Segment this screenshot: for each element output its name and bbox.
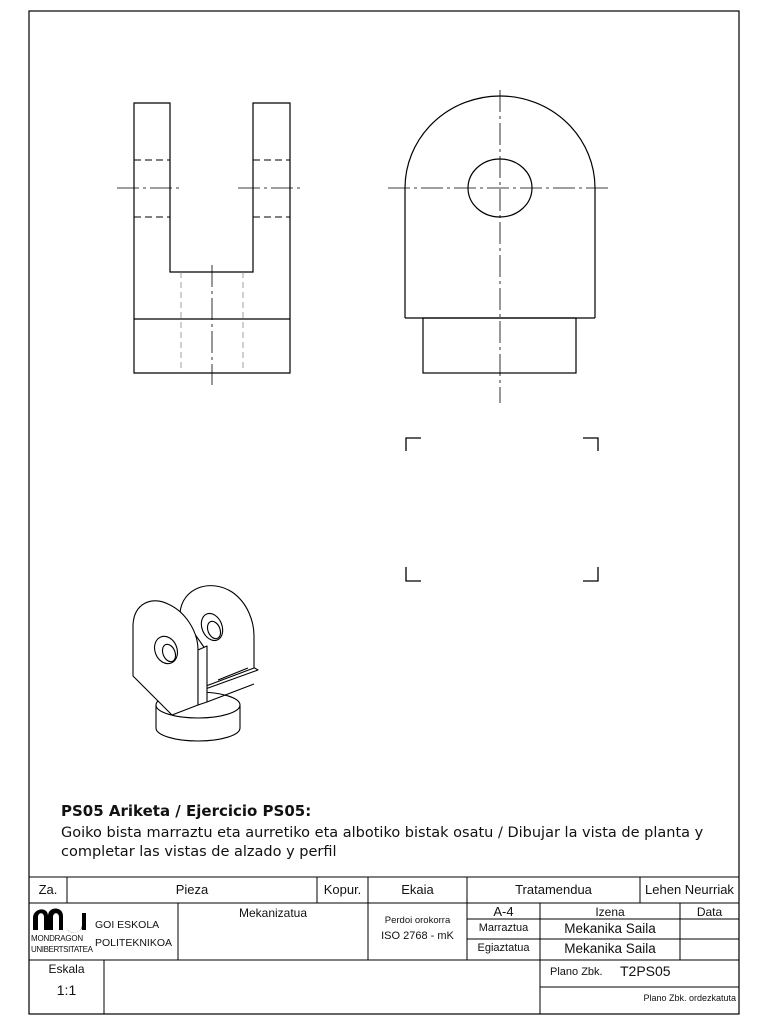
egiaztatua-value: Mekanika Saila (564, 941, 656, 956)
top-view-frame (406, 438, 598, 581)
header-ekaia: Ekaia (401, 882, 434, 897)
mekanizatua-label: Mekanizatua (238, 906, 308, 920)
isometric-view (133, 586, 258, 741)
exercise-line-1: Goiko bista marraztu eta aurretiko eta albotiko bistak osatu / Dibujar la vista de planta y (61, 825, 704, 841)
plano-value: T2PS05 (620, 963, 671, 979)
marraztua-value: Mekanika Saila (564, 921, 656, 936)
university-name-line-2: UNIBERTSITATEA (31, 945, 93, 954)
exercise-description (61, 824, 721, 862)
tolerance-label: Perdoi orokorra (384, 915, 451, 926)
school-name-line-1: GOI ESKOLA (95, 919, 160, 931)
header-lehen-neurriak: Lehen Neurriak (645, 882, 734, 897)
tolerance-standard: ISO 2768 - mK (381, 930, 454, 942)
exercise-line-2: completar las vistas de alzado y perfil (61, 844, 337, 860)
header-za: Za. (38, 882, 58, 897)
mondragon-logo (33, 909, 86, 933)
format-value: A-4 (493, 904, 514, 919)
plano-ordezkatuta-label: Plano Zbk. ordezkatuta (643, 993, 736, 1003)
school-name-line-2: POLITEKNIKOA (95, 937, 173, 949)
front-view (117, 103, 304, 385)
eskala-label: Eskala (48, 962, 85, 976)
izena-label: Izena (595, 905, 625, 919)
exercise-title: PS05 Ariketa / Ejercicio PS05: (61, 802, 312, 820)
university-name-line-1: MONDRAGON (31, 934, 83, 943)
header-tratamendua: Tratamendua (515, 882, 592, 897)
eskala-value: 1:1 (56, 982, 77, 998)
sheet-border (29, 11, 739, 1014)
egiaztatua-label: Egiaztatua (477, 942, 530, 954)
side-view (388, 90, 612, 403)
data-label: Data (696, 905, 723, 919)
header-pieza: Pieza (175, 882, 209, 897)
plano-label: Plano Zbk. (550, 966, 603, 978)
marraztua-label: Marraztua (478, 922, 529, 934)
header-kopur: Kopur. (323, 882, 362, 897)
